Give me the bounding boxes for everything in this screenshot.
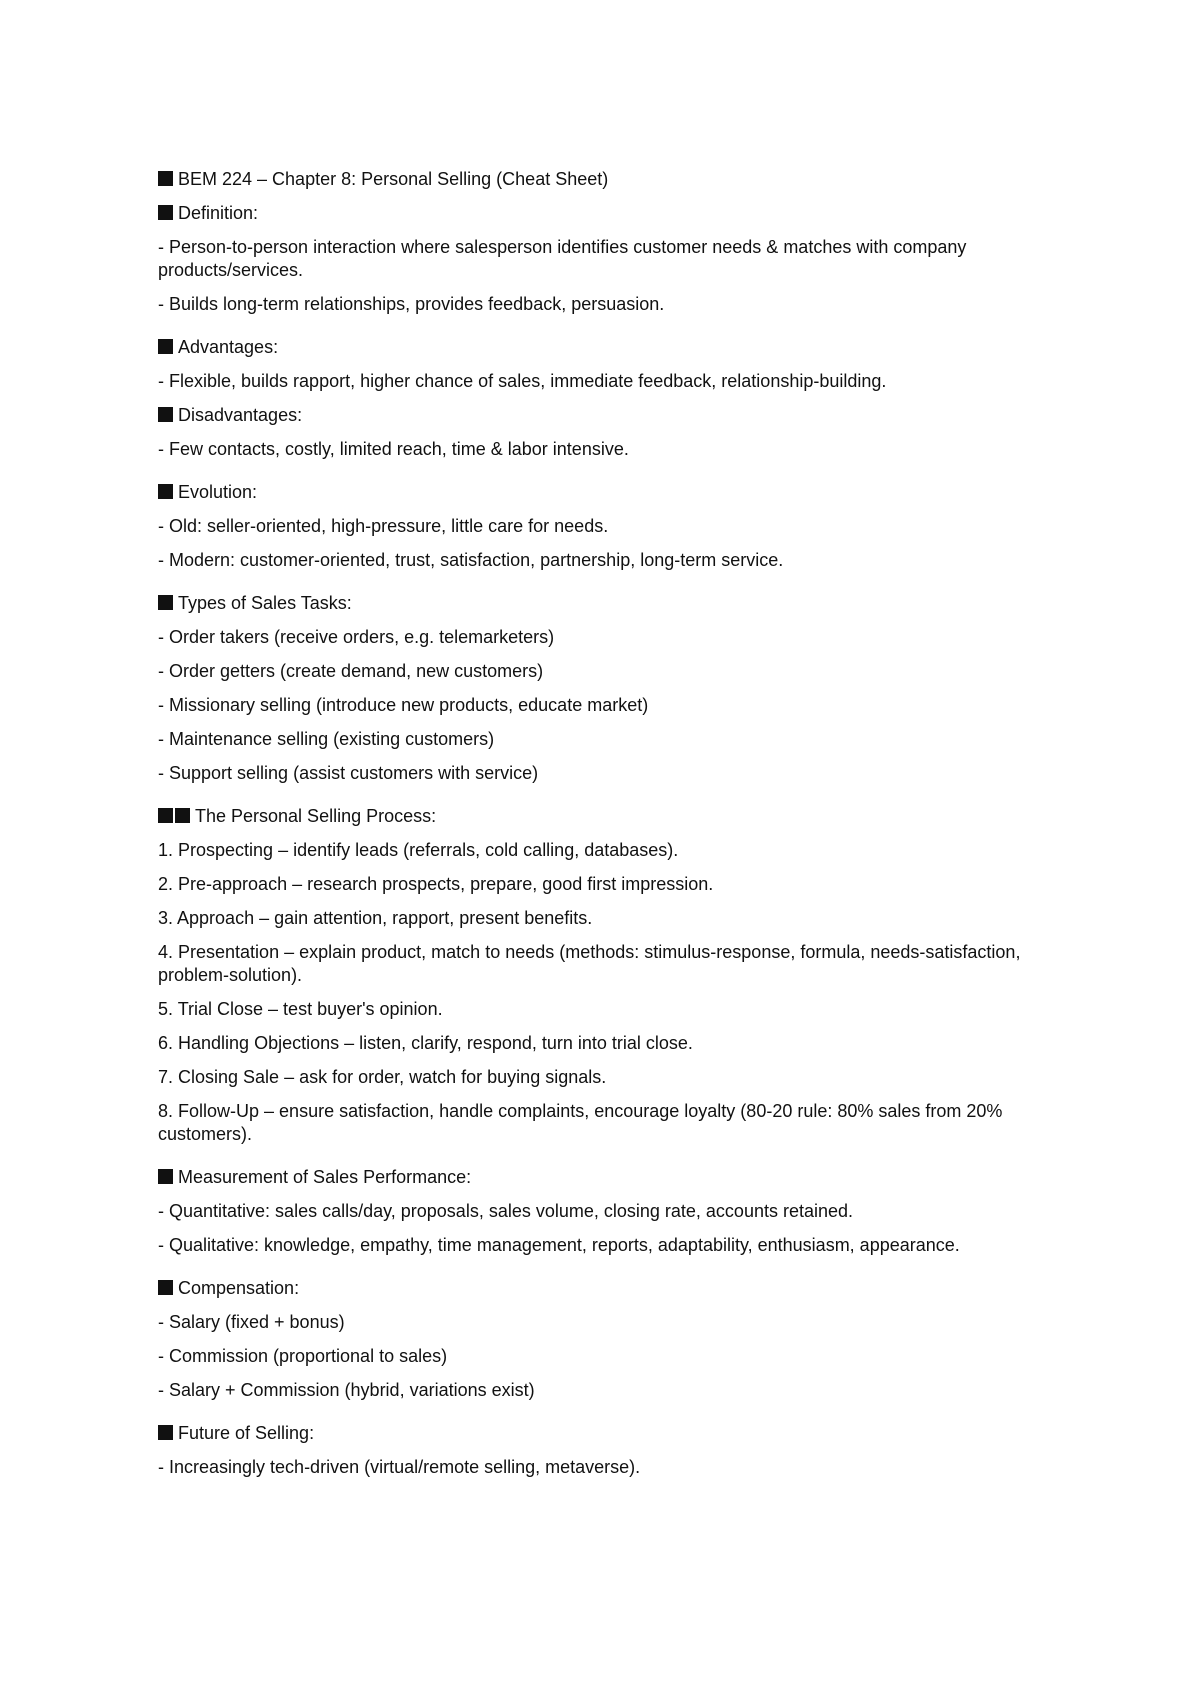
section-heading-measurement bbox=[158, 1166, 1038, 1189]
section-heading-sales-tasks bbox=[158, 592, 1038, 615]
square-bullet-icon bbox=[158, 205, 173, 220]
document-title-line bbox=[158, 168, 1038, 191]
square-bullet-icon bbox=[158, 407, 173, 422]
section-heading-label: Disadvantages: bbox=[178, 405, 303, 425]
list-item: 4. Presentation – explain product, match to needs (methods: stimulus-response, formula, needs-satisfaction, problem-solution). bbox=[158, 942, 1021, 985]
list-item: - Salary (fixed + bonus) bbox=[158, 1312, 345, 1332]
section-heading-label: Types of Sales Tasks: bbox=[178, 593, 352, 613]
square-bullet-icon bbox=[158, 1169, 173, 1184]
square-bullet-icon bbox=[158, 484, 173, 499]
list-item: - Commission (proportional to sales) bbox=[158, 1346, 448, 1366]
list-item: - Order getters (create demand, new customers) bbox=[158, 661, 544, 681]
list-item: - Few contacts, costly, limited reach, time & labor intensive. bbox=[158, 439, 629, 459]
section-heading-label: Measurement of Sales Performance: bbox=[178, 1167, 472, 1187]
list-item: 8. Follow-Up – ensure satisfaction, handle complaints, encourage loyalty (80-20 rule: 80% sales from 20% customers). bbox=[158, 1101, 1003, 1144]
section-heading-label: Definition: bbox=[178, 203, 259, 223]
section-heading-disadvantages bbox=[158, 404, 1038, 427]
list-item: - Person-to-person interaction where salesperson identifies customer needs & matches with company products/services. bbox=[158, 237, 967, 280]
list-item: - Old: seller-oriented, high-pressure, little care for needs. bbox=[158, 516, 609, 536]
square-bullet-icon bbox=[158, 339, 173, 354]
list-item: - Quantitative: sales calls/day, proposals, sales volume, closing rate, accounts retained. bbox=[158, 1201, 854, 1221]
square-bullet-icon bbox=[158, 808, 173, 823]
list-item: 7. Closing Sale – ask for order, watch for buying signals. bbox=[158, 1067, 607, 1087]
section-heading-future bbox=[158, 1422, 1038, 1445]
list-item: 6. Handling Objections – listen, clarify, respond, turn into trial close. bbox=[158, 1033, 693, 1053]
section-heading-definition bbox=[158, 202, 1038, 225]
list-item: 2. Pre-approach – research prospects, prepare, good first impression. bbox=[158, 874, 714, 894]
section-heading-label: Compensation: bbox=[178, 1278, 300, 1298]
list-item: 5. Trial Close – test buyer's opinion. bbox=[158, 999, 443, 1019]
section-heading-evolution bbox=[158, 481, 1038, 504]
section-heading-label: Evolution: bbox=[178, 482, 258, 502]
square-bullet-icon bbox=[158, 1280, 173, 1295]
list-item: 3. Approach – gain attention, rapport, present benefits. bbox=[158, 908, 593, 928]
list-item: - Support selling (assist customers with service) bbox=[158, 763, 539, 783]
square-bullet-icon bbox=[158, 1425, 173, 1440]
section-heading-compensation bbox=[158, 1277, 1038, 1300]
list-item: - Qualitative: knowledge, empathy, time management, reports, adaptability, enthusiasm, appearance. bbox=[158, 1235, 960, 1255]
list-item: - Modern: customer-oriented, trust, satisfaction, partnership, long-term service. bbox=[158, 550, 784, 570]
list-item: - Missionary selling (introduce new products, educate market) bbox=[158, 695, 649, 715]
document-page bbox=[158, 168, 1038, 1490]
list-item: - Order takers (receive orders, e.g. telemarketers) bbox=[158, 627, 555, 647]
list-item: - Flexible, builds rapport, higher chance of sales, immediate feedback, relationship-building. bbox=[158, 371, 887, 391]
square-bullet-icon bbox=[158, 595, 173, 610]
section-heading-label: Advantages: bbox=[178, 337, 279, 357]
list-item: - Builds long-term relationships, provides feedback, persuasion. bbox=[158, 294, 665, 314]
list-item: - Increasingly tech-driven (virtual/remote selling, metaverse). bbox=[158, 1457, 641, 1477]
section-heading-process bbox=[158, 805, 1038, 828]
square-bullet-icon bbox=[158, 171, 173, 186]
section-heading-label: The Personal Selling Process: bbox=[195, 806, 437, 826]
section-heading-label: Future of Selling: bbox=[178, 1423, 315, 1443]
list-item: - Salary + Commission (hybrid, variations exist) bbox=[158, 1380, 535, 1400]
square-bullet-icon bbox=[175, 808, 190, 823]
section-heading-advantages bbox=[158, 336, 1038, 359]
list-item: 1. Prospecting – identify leads (referrals, cold calling, databases). bbox=[158, 840, 679, 860]
list-item: - Maintenance selling (existing customers) bbox=[158, 729, 495, 749]
document-title: BEM 224 – Chapter 8: Personal Selling (Cheat Sheet) bbox=[178, 169, 609, 189]
